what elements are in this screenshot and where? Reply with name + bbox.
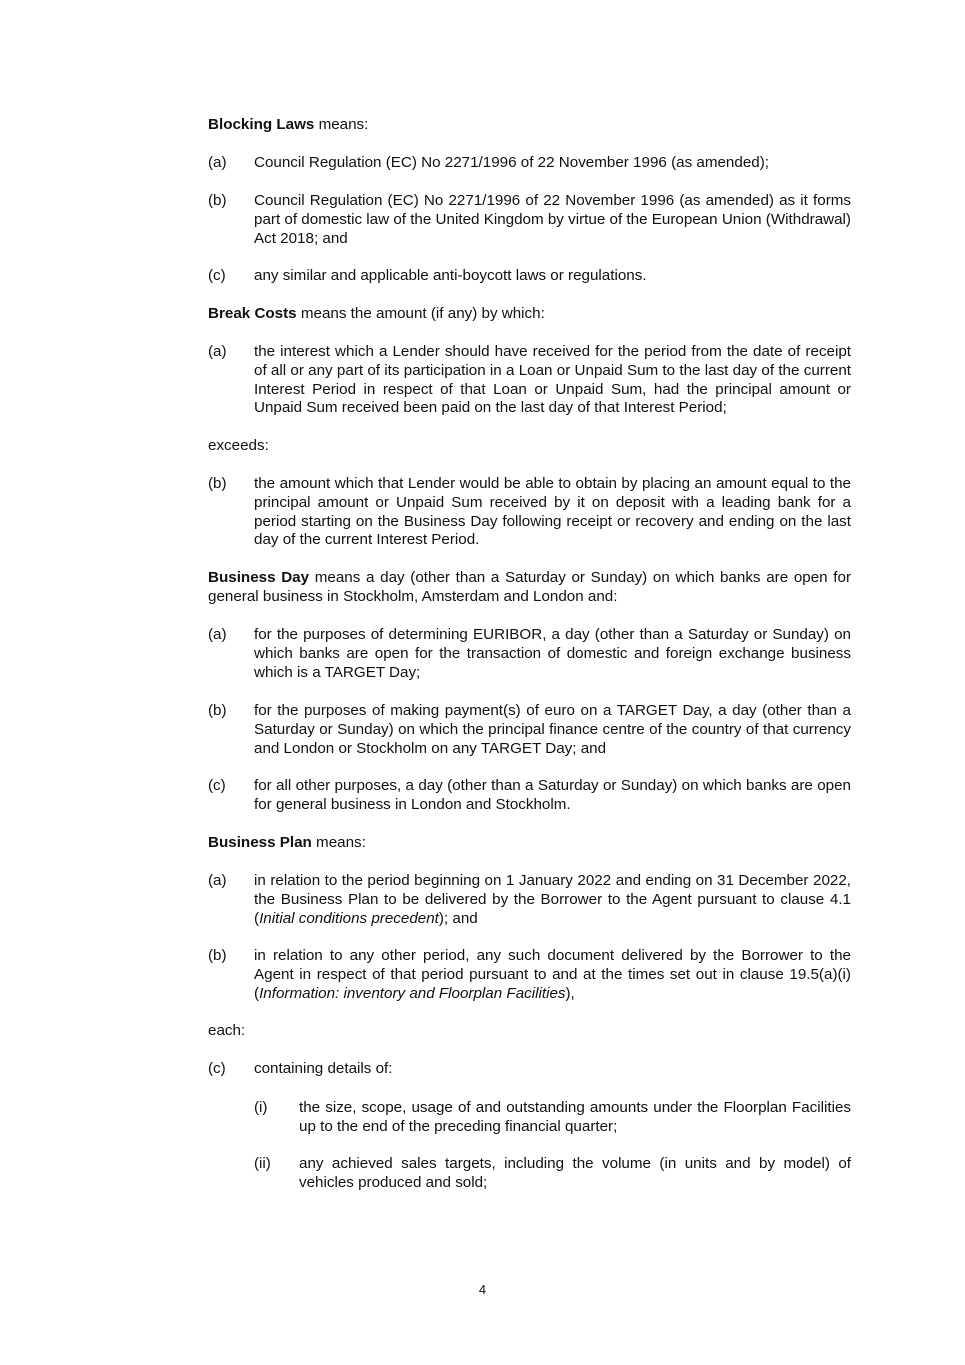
item-label: (b) [208, 192, 227, 209]
item-label: (a) [208, 343, 227, 360]
item-text: for all other purposes, a day (other than a Saturday or Sunday) on which banks are open for general business in London and Stockholm. [254, 777, 851, 813]
item-text: any achieved sales targets, including the volume (in units and by model) of vehicles produced and sold; [299, 1155, 851, 1191]
item-text [254, 872, 851, 928]
item-label: (ii) [254, 1155, 271, 1172]
clause-reference: Initial conditions precedent [259, 909, 439, 927]
item-text: for the purposes of determining EURIBOR, a day (other than a Saturday or Sunday) on which banks are open for the transaction of domestic and foreign exchange business which is a TARGET Day; [254, 626, 851, 681]
item-text-part: ), [565, 984, 575, 1002]
page-number: 4 [478, 1282, 487, 1297]
item-label: (a) [208, 154, 227, 171]
item-text: Council Regulation (EC) No 2271/1996 of 22 November 1996 (as amended); [254, 154, 769, 171]
defined-term: Business Plan [208, 834, 312, 851]
item-label: (i) [254, 1099, 268, 1116]
defined-term: Blocking Laws [208, 116, 315, 133]
item-label: (a) [208, 626, 227, 643]
item-text: the interest which a Lender should have received for the period from the date of receipt of all or any part of its participation in a Loan or Unpaid Sum to the last day of the current Interest Period in respect of that Loan or Unpaid Sum, had the principal amount or Unpaid Sum received been paid on the last day of that Interest Period; [254, 343, 851, 417]
item-label: (c) [208, 1060, 226, 1077]
item-text-part: in relation to the period beginning on 1 January 2022 and ending on 31 December 2022, the Business Plan to be delivered by the Borrower to the Agent pursuant to clause 4.1 ( [254, 872, 851, 927]
item-label: (b) [208, 475, 227, 492]
definition-break-costs [208, 305, 851, 324]
definition-lead: means: [311, 834, 366, 851]
item-text: Council Regulation (EC) No 2271/1996 of 22 November 1996 (as amended) as it forms part of domestic law of the United Kingdom by virtue of the European Union (Withdrawal) Act 2018; and [254, 192, 851, 247]
item-text: the amount which that Lender would be able to obtain by placing an amount equal to the principal amount or Unpaid Sum received by it on deposit with a leading bank for a period starting on the Business Day following receipt or recovery and ending on the last day of the current Interest Period. [254, 475, 851, 549]
definition-business-plan [208, 834, 851, 853]
item-label: (b) [208, 702, 227, 719]
item-text: any similar and applicable anti-boycott laws or regulations. [254, 267, 647, 284]
definition-business-day [208, 569, 851, 607]
exceeds-text: exceeds: [208, 437, 269, 454]
item-text: containing details of: [254, 1060, 393, 1077]
item-label: (c) [208, 267, 226, 284]
each-text: each: [208, 1022, 246, 1039]
item-text-part: in relation to any other period, any such document delivered by the Borrower to the Agent in respect of that period pursuant to and at the times set out in clause 19.5(a)(i) ( [254, 947, 851, 1002]
definition-lead: means a day (other than a Saturday or Sunday) on which banks are open for general business in Stockholm, Amsterdam and London and: [208, 569, 852, 605]
item-label: (c) [208, 777, 226, 794]
item-label: (b) [208, 947, 227, 964]
item-text-part: ); and [438, 909, 478, 927]
defined-term: Break Costs [208, 305, 297, 322]
defined-term: Business Day [208, 569, 310, 586]
clause-reference: Information: inventory and Floorplan Facilities [259, 984, 566, 1002]
item-label: (a) [208, 872, 227, 889]
item-text: the size, scope, usage of and outstanding amounts under the Floorplan Facilities up to the end of the preceding financial quarter; [299, 1099, 851, 1135]
definition-lead: means: [314, 116, 369, 133]
definition-blocking-laws [208, 116, 851, 135]
item-text [254, 947, 851, 1003]
definition-lead: means the amount (if any) by which: [296, 305, 545, 322]
item-text: for the purposes of making payment(s) of euro on a TARGET Day, a day (other than a Saturday or Sunday) on which the principal finance centre of the country of that currency and London or Stockholm on any TARGET Day; and [254, 702, 851, 757]
